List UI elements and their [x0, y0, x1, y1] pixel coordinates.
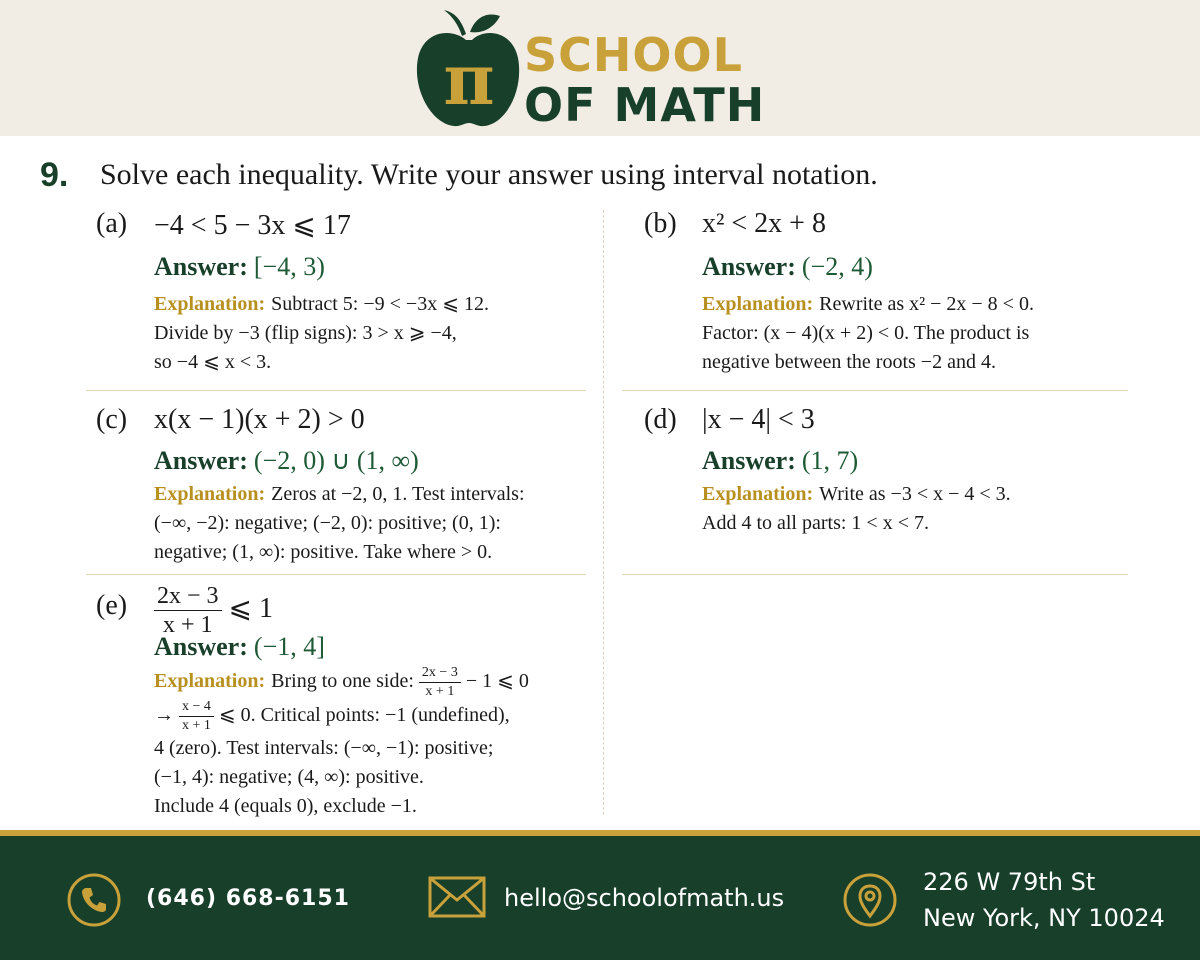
inequality: x(x − 1)(x + 2) > 0: [154, 404, 365, 435]
row-divider: [86, 390, 586, 391]
explanation-line: 4 (zero). Test intervals: (−∞, −1): positive;: [154, 737, 494, 759]
phone-number[interactable]: (646) 668-6151: [146, 886, 350, 911]
fraction: [419, 666, 461, 699]
fraction: [154, 584, 222, 637]
answer-value: (−2, 0) ∪ (1, ∞): [253, 446, 419, 475]
answer: [154, 632, 325, 662]
answer-label: Answer:: [154, 446, 248, 475]
column-divider: [603, 210, 604, 815]
problem-instruction: Solve each inequality. Write your answer using interval notation.: [100, 158, 878, 191]
inequality-rest: ⩽ 1: [228, 592, 274, 624]
footer: [0, 836, 1200, 960]
email-link[interactable]: hello@schoolofmath.us: [504, 884, 785, 912]
answer-label: Answer:: [154, 632, 248, 661]
explanation-line: Bring to one side:: [271, 670, 414, 693]
phone-icon: [66, 872, 122, 928]
explanation-label: Explanation:: [702, 483, 814, 505]
answer: [702, 446, 858, 476]
header: [0, 0, 1200, 136]
explanation: [702, 480, 1011, 538]
answer: [154, 252, 325, 282]
explanation-line: (−1, 4): negative; (4, ∞): positive.: [154, 766, 424, 788]
fraction-numerator: x − 4: [179, 700, 214, 717]
answer: [702, 252, 873, 282]
row-divider: [622, 390, 1128, 391]
explanation-line: Divide by −3 (flip signs): 3 > x ⩾ −4,: [154, 322, 457, 344]
explanation: [702, 290, 1034, 377]
explanation-label: Explanation:: [702, 293, 814, 315]
explanation-line: Zeros at −2, 0, 1. Test intervals:: [271, 483, 525, 505]
explanation-line: negative; (1, ∞): positive. Take where > 0.: [154, 541, 493, 563]
answer-label: Answer:: [702, 446, 796, 475]
explanation: [154, 290, 489, 377]
address-line2: New York, NY 10024: [923, 904, 1165, 932]
inequality: |x − 4| < 3: [702, 404, 815, 435]
explanation-line: Subtract 5: −9 < −3x ⩽ 12.: [271, 293, 489, 315]
explanation-label: Explanation:: [154, 483, 266, 505]
part-label: (a): [96, 208, 128, 239]
fraction-numerator: 2x − 3: [419, 666, 461, 683]
part-label: (d): [644, 404, 677, 435]
explanation-line: − 1 ⩽ 0: [465, 670, 529, 693]
answer-label: Answer:: [702, 252, 796, 281]
answer-label: Answer:: [154, 252, 248, 281]
part-label: (b): [644, 208, 677, 239]
inequality: x² < 2x + 8: [702, 208, 826, 239]
fraction: [179, 700, 214, 733]
problem-number: 9.: [40, 156, 69, 194]
logo: [414, 6, 774, 132]
logo-line1: SCHOOL: [524, 28, 743, 82]
explanation-line: negative between the roots −2 and 4.: [702, 351, 996, 373]
explanation-label: Explanation:: [154, 670, 266, 693]
inequality: [154, 584, 273, 637]
explanation-line: Add 4 to all parts: 1 < x < 7.: [702, 512, 929, 534]
apple-pi-icon: [414, 6, 524, 132]
explanation-line: Include 4 (equals 0), exclude −1.: [154, 795, 417, 817]
explanation-line: Rewrite as x² − 2x − 8 < 0.: [819, 293, 1034, 315]
explanation: [154, 666, 529, 821]
answer-value: (−1, 4]: [253, 632, 325, 661]
arrow: →: [154, 704, 174, 727]
explanation-label: Explanation:: [154, 293, 266, 315]
fraction-denominator: x + 1: [163, 612, 213, 638]
svg-text:π: π: [443, 38, 495, 121]
address-line1: 226 W 79th St: [923, 868, 1096, 896]
answer: [154, 446, 419, 476]
part-label: (e): [96, 590, 128, 621]
row-divider: [86, 574, 586, 575]
answer-value: (1, 7): [801, 446, 859, 475]
inequality: −4 < 5 − 3x ⩽ 17: [154, 210, 351, 241]
explanation-line: (−∞, −2): negative; (−2, 0): positive; (0, 1):: [154, 512, 501, 534]
row-divider: [622, 574, 1128, 575]
answer-value: [−4, 3): [253, 252, 325, 281]
envelope-icon: [428, 876, 486, 918]
explanation-line: ⩽ 0. Critical points: −1 (undefined),: [218, 704, 510, 727]
explanation-line: Write as −3 < x − 4 < 3.: [819, 483, 1011, 505]
answer-value: (−2, 4): [801, 252, 873, 281]
explanation: [154, 480, 525, 567]
location-pin-icon: [842, 872, 898, 928]
explanation-line: so −4 ⩽ x < 3.: [154, 351, 272, 373]
fraction-numerator: 2x − 3: [154, 584, 222, 611]
fraction-denominator: x + 1: [425, 684, 455, 699]
logo-line2: OF MATH: [524, 78, 766, 132]
part-label: (c): [96, 404, 128, 435]
explanation-line: Factor: (x − 4)(x + 2) < 0. The product is: [702, 322, 1030, 344]
fraction-denominator: x + 1: [182, 718, 211, 733]
